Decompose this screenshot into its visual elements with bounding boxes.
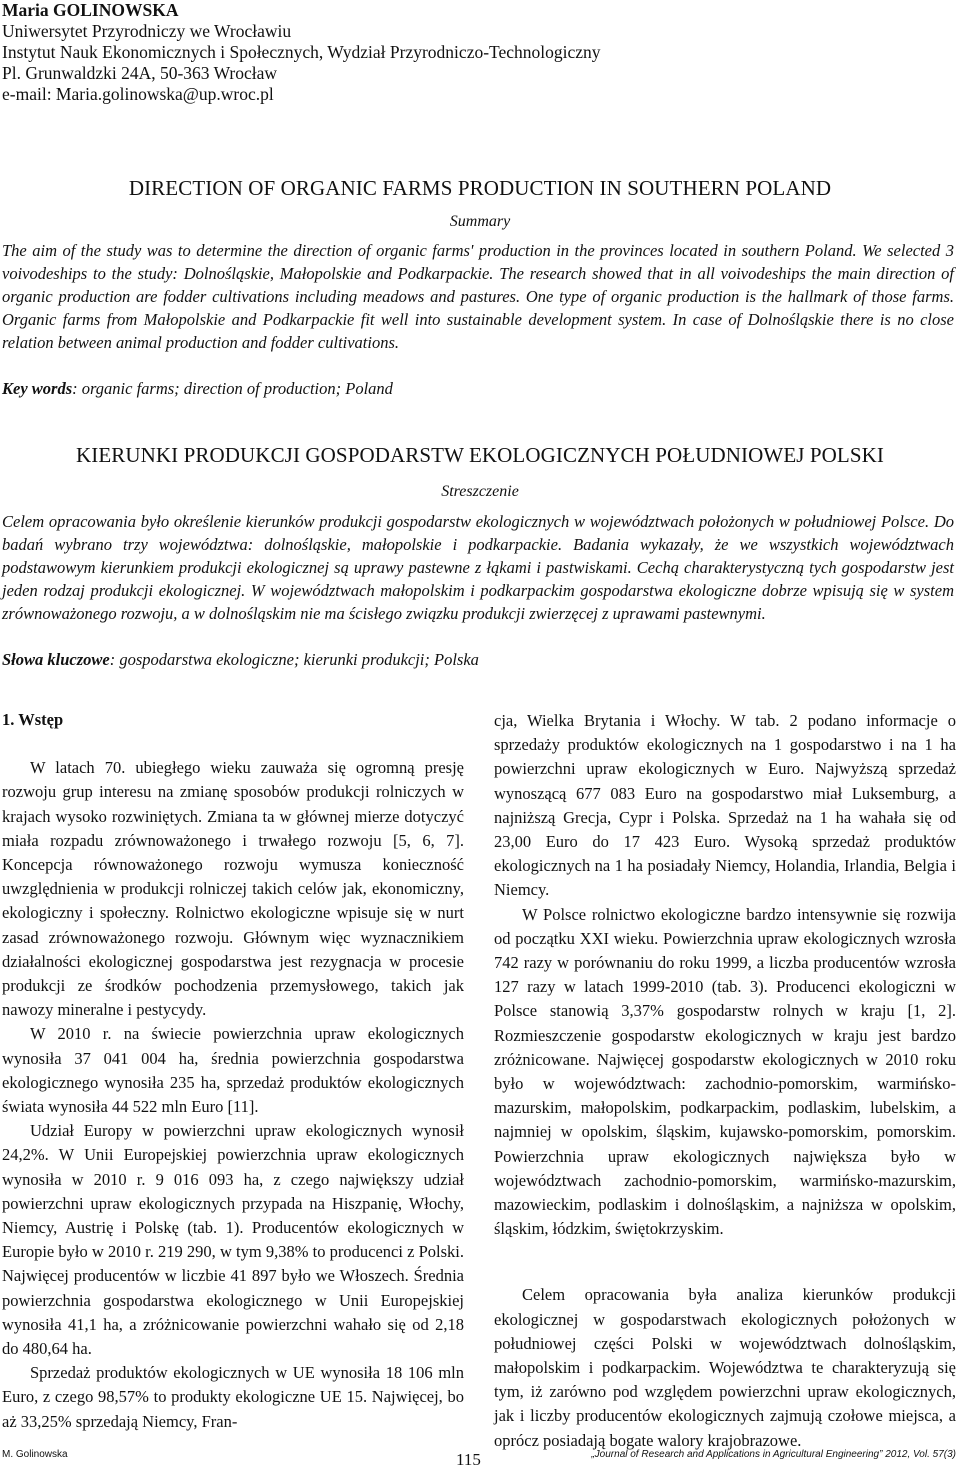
english-keywords-text: : organic farms; direction of production; Poland — [72, 379, 393, 398]
page-number: 115 — [456, 1450, 481, 1469]
english-keywords — [2, 377, 954, 400]
polish-keywords-label: Słowa kluczowe — [2, 650, 110, 669]
author-email: e-mail: Maria.golinowska@up.wroc.pl — [2, 84, 274, 104]
author-affiliation-university: Uniwersytet Przyrodniczy we Wrocławiu — [2, 21, 292, 41]
author-address: Pl. Grunwaldzki 24A, 50-363 Wrocław — [2, 63, 278, 83]
english-abstract: The aim of the study was to determine the direction of organic farms' production in the provinces located in southern Poland. We selected 3 voivodeships to the study: Dolnośląskie, Małopolskie and Podkarpackie. The research showed that in all voivodeships the main direction of organic production are fodder cultivations including meadows and pastures. One type of organic production is the hallmark of those farms. Organic farms from Małopolskie and Podkarpackie fit well into sustainable development system. In case of Dolnośląskie there is no close relation between animal production and fodder cultivations. — [2, 241, 954, 352]
polish-title: KIERUNKI PRODUKCJI GOSPODARSTW EKOLOGICZNYCH POŁUDNIOWEJ POLSKI — [75, 443, 884, 467]
polish-keywords-text: : gospodarstwa ekologiczne; kierunki produkcji; Polska — [109, 650, 479, 669]
polish-summary-heading: Streszczenie — [441, 483, 519, 500]
author-block — [2, 0, 601, 105]
english-summary-heading: Summary — [449, 213, 511, 230]
polish-keywords — [2, 648, 954, 671]
footer-author: M. Golinowska — [2, 1449, 68, 1460]
english-keywords-label: Key words — [2, 379, 73, 398]
body-paragraph: Sprzedaż produktów ekologicznych w UE wynosiła 18 106 mln Euro, z czego 98,57% to produkty ekologiczne UE 15. Najwięcej, bo aż 33,25% sprzedają Niemcy, Fran- — [2, 1363, 464, 1431]
body-paragraph: Udział Europy w powierzchni upraw ekologicznych wynosił 24,2%. W Unii Europejskiej powierzchnia upraw ekologicznych wynosiła w 2010 r. 9 016 093 ha, z czego największy udział powierzchni upraw ekologicznych przypada na Hiszpanię, Włochy, Niemcy, Austrię i Polskę (tab. 1). Producentów ekologicznych w Europie było w 2010 r. 219 290, w tym 9,38% to producenci z Polski. Najwięcej producentów w liczbie 41 897 było we Włoszech. Średnia powierzchnia gospodarstwa ekologicznego w Unii Europejskiej wynosiła 41,1 ha, a zróżnicowanie powierzchni wahało się od 2,18 do 480,64 ha. — [2, 1121, 464, 1359]
body-right-column — [494, 709, 956, 1453]
section-heading-introduction: 1. Wstęp — [2, 710, 64, 729]
body-paragraph: W latach 70. ubiegłego wieku zauważa się ogromną presję rozwoju grup interesu na zmianę sposobów produkcji rolniczych w krajach wysoko rozwiniętych. Zmiana ta w głównej mierze dotyczyć miała rozpadu zrównoważonego i trwałego rozwoju [5, 6, 7]. Koncepcja równoważonego rozwoju wymusza konieczność uwzględnienia w produkcji rolniczej takich celów jak, ekonomiczny, ekologiczny i społeczny. Rolnictwo ekologiczne wpisuje się w nurt zasad zrównoważonego rozwoju. Głównym więc wyznacznikiem działalności ekologicznej gospodarstwa jest rezygnacja w procesie produkcji ze środków pochodzenia przemysłowego, takich jak nawozy mineralne i pestycydy. — [2, 758, 464, 1020]
body-paragraph: cja, Wielka Brytania i Włochy. W tab. 2 podano informacje o sprzedaży produktów ekologicznych na 1 gospodarstwo i na 1 ha powierzchni upraw ekologicznych w Euro. Najwyższą sprzedaż wynoszącą 677 083 Euro na gospodarstwo miał Luksemburg, a najniższą Grecja, Cypr i Polska. Sprzedaż na 1 ha wahała się od 23,00 Euro do 17 423 Euro. Wysoką sprzedaż produktów ekologicznych na 1 ha posiadały Niemcy, Holandia, Irlandia, Belgia i Niemcy. — [494, 711, 956, 900]
english-title: DIRECTION OF ORGANIC FARMS PRODUCTION IN SOUTHERN POLAND — [128, 176, 832, 200]
body-paragraph: W 2010 r. na świecie powierzchnia upraw ekologicznych wynosiła 37 041 004 ha, średnia powierzchnia gospodarstwa ekologicznego wynosiła 235 ha, sprzedaż produktów ekologicznych świata wynosiła 44 522 mln Euro [11]. — [2, 1024, 464, 1117]
author-affiliation-institute: Instytut Nauk Ekonomicznych i Społecznych, Wydział Przyrodniczo-Technologiczny — [2, 42, 601, 62]
body-left-column — [2, 708, 464, 1434]
footer-journal: „Journal of Research and Applications in Agricultural Engineering” 2012, Vol. 57(3) — [591, 1449, 956, 1460]
body-paragraph: W Polsce rolnictwo ekologiczne bardzo intensywnie się rozwija od początku XXI wieku. Powierzchnia upraw ekologicznych wzrosła 742 razy w porównaniu do roku 1999, a liczba producentów wzrosła 127 razy w latach 1999-2010 (tab. 3). Producenci ekologiczni w Polsce stanowią 3,37% gospodarstw rolnych w kraju [1, 2]. Rozmieszczenie gospodarstw ekologicznych w kraju jest bardzo zróżnicowane. Najwięcej gospodarstw ekologicznych w 2010 roku było w województwach: zachodnio-pomorskim, warmińsko-mazurskim, małopolskim, podkarpackim, podlaskim, lubelskim, a najmniej w opolskim, śląskim, kujawsko-pomorskim, pomorskim. Powierzchnia upraw ekologicznych największa było w województwach zachodnio-pomorskim, warmińsko-mazurskim, mazowieckim, podlaskim i dolnośląskim, a najniższa w opolskim, śląskim, łódzkim, świętokrzyskim. — [494, 904, 956, 1239]
paragraph-gap — [494, 1241, 956, 1283]
author-name: Maria GOLINOWSKA — [2, 0, 179, 20]
polish-abstract: Celem opracowania było określenie kierunków produkcji gospodarstw ekologicznych w województwach położonych w południowej Polsce. Do badań wybrano trzy województwa: dolnośląskie, małopolskie i podkarpackie. Badania wykazały, że we wszystkich województwach podstawowym kierunkiem produkcji ekologicznej są uprawy pastewne z łąkami i pastwiskami. Cechą charakterystyczną tych gospodarstw jest jeden rodzaj produkcji ekologicznej. W województwach małopolskim i podkarpackim gospodarstwa ekologiczne dobrze wpisują się w system zrównoważonego rozwoju, a w dolnośląskim nie ma ścisłego związku produkcji zwierzęcej z uprawami pastewnymi. — [2, 512, 954, 623]
body-paragraph: Celem opracowania była analiza kierunków produkcji ekologicznej w gospodarstwach ekologicznych położonych w południowej części Polski w województwach dolnośląskim, małopolskim i podkarpackim. Województwa te charakteryzują się tym, iż zarówno pod względem powierzchni upraw ekologicznych, jak i liczby producentów ekologicznych zajmują czołowe miejsca, a oprócz posiadają bogate walory krajobrazowe. — [494, 1285, 956, 1450]
section-gap — [2, 732, 464, 756]
